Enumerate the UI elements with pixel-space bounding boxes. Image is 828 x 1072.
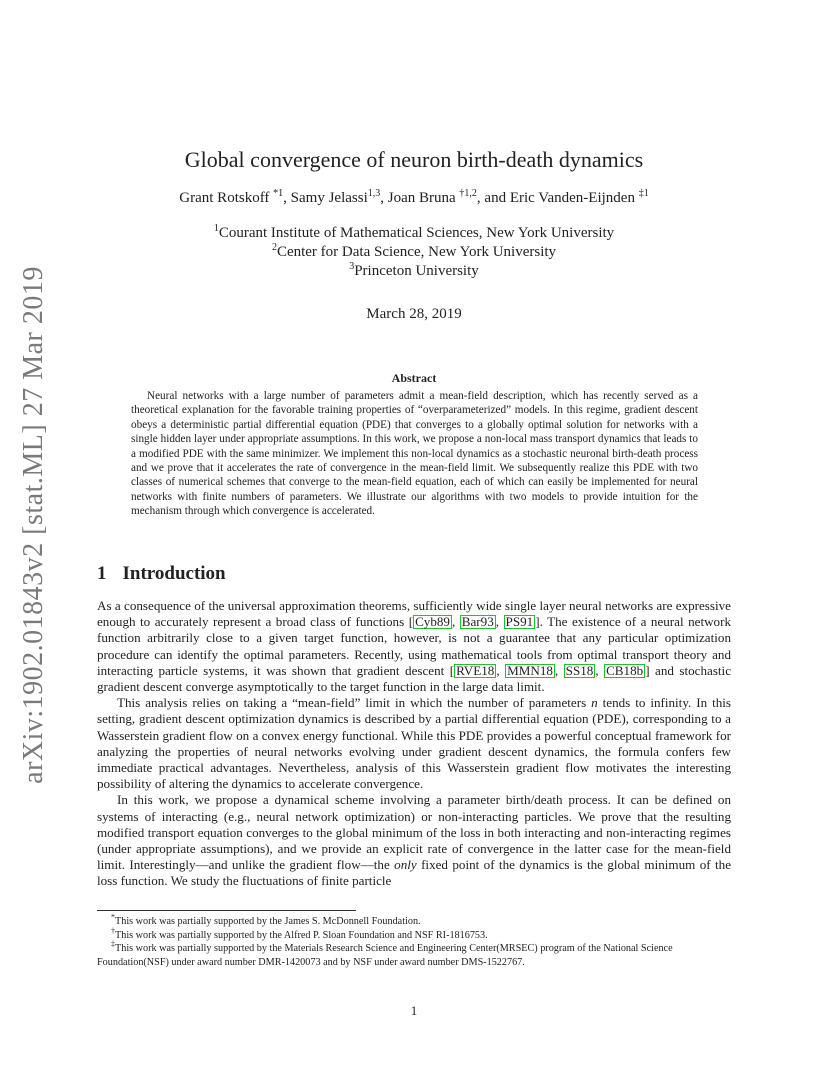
footnote-marker: † xyxy=(111,926,115,936)
citation-link[interactable]: CB18b xyxy=(606,662,644,678)
citation-link[interactable]: PS91 xyxy=(505,614,534,630)
footnotes xyxy=(97,912,731,969)
paragraph-text: As a consequence of the universal approximation theorems, sufficiently wide single layer neural networks are expressive enough to accurately represent a broad class of functions [ xyxy=(97,598,731,630)
emphasis: only xyxy=(394,857,417,873)
affiliation xyxy=(0,263,828,280)
affiliation-marker: 2 xyxy=(271,242,277,253)
paper-title: Global convergence of neuron birth-death dynamics xyxy=(184,147,644,172)
paragraph-text: tends to infinity. In this setting, gradient descent optimization dynamics is described by a partial differential equation (PDE), corresponding to a Wasserstein gradient flow on a convex energy functional. While this PDE provides a powerful conceptual framework for analyzing the properties of neural networks evolving under gradient descent dynamics, the formula confers few immediate practical advantages. Nevertheless, analysis of this Wasserstein gradient flow motivates the interesting possibility of altering the dynamics to accelerate convergence. xyxy=(97,695,731,792)
paragraph xyxy=(97,695,731,792)
footnote-text: This work was partially supported by the Alfred P. Sloan Foundation and NSF RI-1816753. xyxy=(115,929,488,941)
paragraph-text: In this work, we propose a dynamical scheme involving a parameter birth/death process. It can be defined on systems of interacting (e.g., neural network optimization) or non-interacting particles. We prove that the resulting modified transport equation converges to the global minimum of the loss in both interacting and non-interacting regimes (under appropriate assumptions), and we provide an explicit rate of convergence in the latter case for the mean-field limit. Interestingly—and unlike the gradient flow—the xyxy=(97,792,731,873)
author-marker: *1 xyxy=(273,188,284,199)
abstract-text: Neural networks with a large number of parameters admit a mean-field description, which has recently served as a theoretical explanation for the favorable training properties of “overparameterized” models. In this regime, gradient descent obeys a deterministic partial differential equation (PDE) that converges to a globally optimal solution for networks with a single hidden layer under appropriate assumptions. In this work, we propose a non-local mass transport dynamics that leads to a modified PDE with the same minimizer. We implement this non-local dynamics as a stochastic neuronal birth-death process and we prove that it accelerates the rate of convergence in the mean-field limit. We subsequently realize this PDE with two classes of numerical schemes that converge to the mean-field equation, each of which can easily be implemented for neural networks with finite numbers of parameters. We illustrate our algorithms with two models to provide intuition for the mechanism through which convergence is accelerated. xyxy=(131,390,698,518)
author-marker: †1,2 xyxy=(459,188,477,199)
section-number: 1 xyxy=(97,563,107,584)
footnote-text: This work was partially supported by the James S. McDonnell Foundation. xyxy=(115,916,421,927)
citation-link[interactable]: SS18 xyxy=(565,662,594,678)
publication-date: March 28, 2019 xyxy=(366,306,462,322)
citation-link[interactable]: Bar93 xyxy=(461,614,494,630)
author-name: Grant Rotskoff xyxy=(179,190,270,206)
footnote-marker: ‡ xyxy=(111,939,115,949)
author-conjunction: and xyxy=(484,190,507,206)
footnote xyxy=(97,926,731,943)
affiliation-text: Princeton University xyxy=(354,263,479,279)
paragraph-text: ]. The existence of a neural network function arbitrarily close to a given target function, however, is not a guarantee that any particular optimization procedure can identify the optimal parameters. Recently, using mathematical tools from optimal transport theory and interacting particle systems, it was shown that gradient descent [ xyxy=(97,614,732,678)
paragraph-text: This analysis relies on taking a “mean-field” limit in which the number of parameters xyxy=(117,695,592,711)
section-title: Introduction xyxy=(122,563,226,584)
section-heading xyxy=(97,563,226,585)
paragraph-text: ] and stochastic gradient descent converge asymptotically to the target function in the large data limit. xyxy=(97,662,732,695)
affiliation xyxy=(0,225,828,242)
author-list: Grant Rotskoff $^{*1}$, Samy Jelassi$^{1,3}$, Joan Bruna $^{\dagger 1,2}$, and Eric Vanden-Eijnden $^{\ddagger 1}$ xyxy=(179,188,649,206)
affiliation xyxy=(0,244,828,261)
citation-link[interactable]: RVE18 xyxy=(456,662,495,678)
arxiv-stamp xyxy=(8,266,60,784)
affiliation-marker: 3 xyxy=(349,261,355,272)
author-name: Samy Jelassi xyxy=(290,190,368,206)
footnote-rule xyxy=(97,910,356,911)
citation-link[interactable]: MMN18 xyxy=(507,662,553,678)
affiliation-text: Center for Data Science, New York University xyxy=(276,244,557,260)
author-name: Joan Bruna xyxy=(387,190,456,206)
author-marker: ‡1 xyxy=(638,188,649,199)
abstract-heading: Abstract xyxy=(391,371,437,385)
footnote xyxy=(97,939,731,969)
footnote-text: This work was partially supported by the Materials Research Science and Engineering Center(MRSEC) program of the National Science Foundation(NSF) under award number DMR-1420073 and by NSF under award number DMS-1522767. xyxy=(97,943,673,968)
body-text xyxy=(97,598,731,890)
arxiv-stamp-text[interactable]: arXiv:1902.01843v2 [stat.ML] 27 Mar 2019 xyxy=(18,266,49,784)
paragraph xyxy=(97,792,731,889)
citation-link[interactable]: Cyb89 xyxy=(415,614,450,630)
page-number: 1 xyxy=(410,1003,418,1018)
author-name: Eric Vanden-Eijnden xyxy=(509,190,635,206)
footnote-marker: * xyxy=(111,912,115,922)
math-variable: n xyxy=(591,695,598,711)
paragraph-text: fixed point of the dynamics is the global minimum of the loss function. We study the fluctuations of finite particle xyxy=(97,857,732,889)
author-marker: 1,3 xyxy=(367,188,381,199)
footnote xyxy=(97,912,731,929)
affiliation-text: Courant Institute of Mathematical Sciences, New York University xyxy=(218,225,615,241)
paragraph: As a consequence of the universal approximation theorems, sufficiently wide single layer neural networks are expressive enough to accurately represent a broad class of functions [ Cyb89 , Bar93 , PS91 ]. The existence of a neural network function arbitrarily close to a given target function, however, is not a guarantee that any particular optimization procedure can identify the optimal parameters. Recently, using mathematical tools from optimal transport theory and interacting particle systems, it was shown that gradient descent [ RVE18 , MMN18 , SS18 , CB18b ] and stochastic gradient descent converge asymptotically to the target function in the large data limit. xyxy=(97,598,732,695)
affiliation-marker: 1 xyxy=(213,223,219,234)
